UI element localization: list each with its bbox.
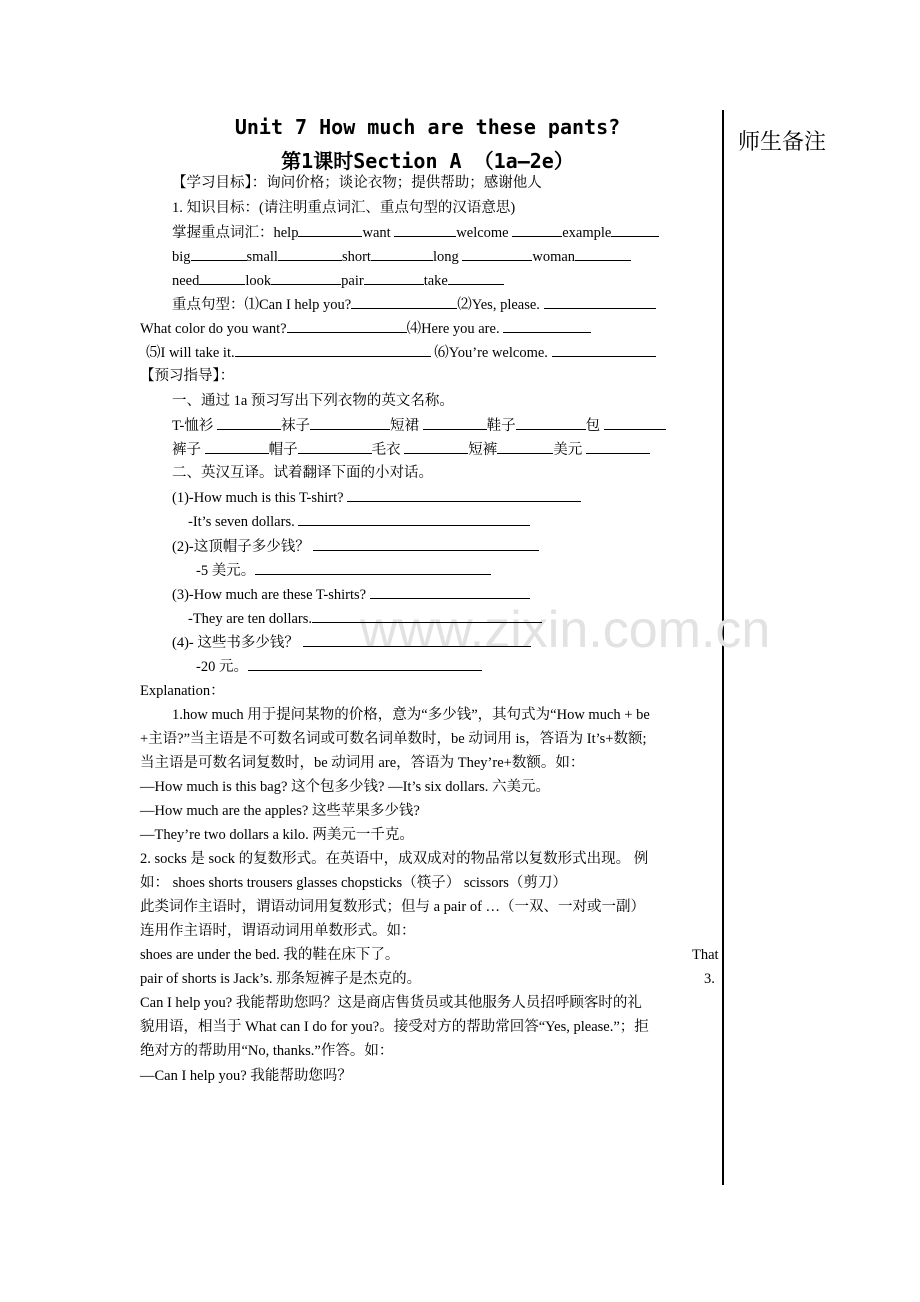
dialog-3-answer: -They are ten dollars. xyxy=(188,608,542,629)
explanation-line: —Can I help you? 我能帮助您吗？ xyxy=(140,1068,352,1084)
dialog-1-question: (1)-How much is this T-shirt? xyxy=(172,487,581,508)
explanation-line: 1.how much 用于提问某物的价格，意为“多少钱”，其句式为“How much + be xyxy=(172,707,650,723)
side-note-heading: 师生备注 xyxy=(738,130,827,155)
sentence-line-3: ⑸I will take it. ⑹You’re welcome. xyxy=(146,342,656,363)
vocab-line-3: need look pair take xyxy=(172,270,504,291)
explanation-line: pair of shorts is Jack’s. 那条短裤子是杰克的。 xyxy=(140,971,422,987)
explanation-line: +主语?”当主语是不可数名词或可数名词单数时，be 动词用 is，答语为 It’s+数额; xyxy=(140,731,647,747)
explanation-line: 3. xyxy=(704,971,715,987)
preview-heading: 【预习指导】： xyxy=(140,368,235,384)
vocab-line-1: 掌握重点词汇：help want welcome example xyxy=(172,222,659,243)
part-two-instruction: 二、英汉互译。试着翻译下面的小对话。 xyxy=(172,465,433,481)
sentence-line-2: What color do you want? ⑷Here you are. xyxy=(140,318,591,339)
explanation-line: 如： shoes shorts trousers glasses chopsticks（筷子） scissors（剪刀） xyxy=(140,875,567,891)
explanation-line: 当主语是可数名词复数时，be 动词用 are，答语为 They’re+数额。如： xyxy=(140,755,585,771)
part-one-instruction: 一、通过 1a 预习写出下列衣物的英文名称。 xyxy=(172,393,454,409)
explanation-line: —They’re two dollars a kilo. 两美元一千克。 xyxy=(140,827,414,843)
dialog-2-question: (2)-这顶帽子多少钱？ xyxy=(172,536,539,557)
explanation-line: 此类词作主语时，谓语动词用复数形式；但与 a pair of …（一双、一对或一副） xyxy=(140,899,646,915)
sentence-line-1: 重点句型：⑴Can I help you? ⑵Yes, please. xyxy=(172,294,656,315)
explanation-heading: Explanation： xyxy=(140,683,225,699)
clothes-line-1: T-恤衫 袜子 短裙 鞋子 包 xyxy=(172,415,666,436)
page-title: Unit 7 How much are these pants? xyxy=(234,115,621,139)
explanation-line: shoes are under the bed. 我的鞋在床下了。 xyxy=(140,947,400,963)
dialog-3-question: (3)-How much are these T-shirts? xyxy=(172,584,530,605)
explanation-line: 貌用语，相当于 What can I do for you?。接受对方的帮助常回答“Yes, please.”；拒 xyxy=(140,1019,649,1035)
lesson-subtitle: 第1课时Section A （1a—2e） xyxy=(281,149,574,173)
learning-goals: 【学习目标】：询问价格；谈论衣物；提供帮助；感谢他人 xyxy=(172,175,542,191)
dialog-4-question: (4)- 这些书多少钱？ xyxy=(172,632,531,653)
explanation-line: 2. socks 是 sock 的复数形式。在英语中，成双成对的物品常以复数形式出现。 例 xyxy=(140,851,649,867)
dialog-4-answer: -20 元。 xyxy=(196,656,482,677)
vocab-line-2: big small short long woman xyxy=(172,246,631,267)
knowledge-goal: 1. 知识目标：(请注明重点词汇、重点句型的汉语意思) xyxy=(172,200,516,216)
explanation-line: —How much is this bag? 这个包多少钱? —It’s six dollars. 六美元。 xyxy=(140,779,550,795)
explanation-line: 绝对方的帮助用“No, thanks.”作答。如： xyxy=(140,1043,394,1059)
dialog-2-answer: -5 美元。 xyxy=(196,560,491,581)
explanation-line: —How much are the apples? 这些苹果多少钱? xyxy=(140,803,420,819)
dialog-1-answer: -It’s seven dollars. xyxy=(188,511,530,532)
explanation-line: That xyxy=(692,947,719,963)
clothes-line-2: 裤子 帽子 毛衣 短裤 美元 xyxy=(172,439,650,460)
explanation-line: Can I help you? 我能帮助您吗？这是商店售货员或其他服务人员招呼顾客时的礼 xyxy=(140,995,642,1011)
watermark: www.zixin.com.cn xyxy=(360,601,771,659)
explanation-line: 连用作主语时，谓语动词用单数形式。如： xyxy=(140,923,416,939)
